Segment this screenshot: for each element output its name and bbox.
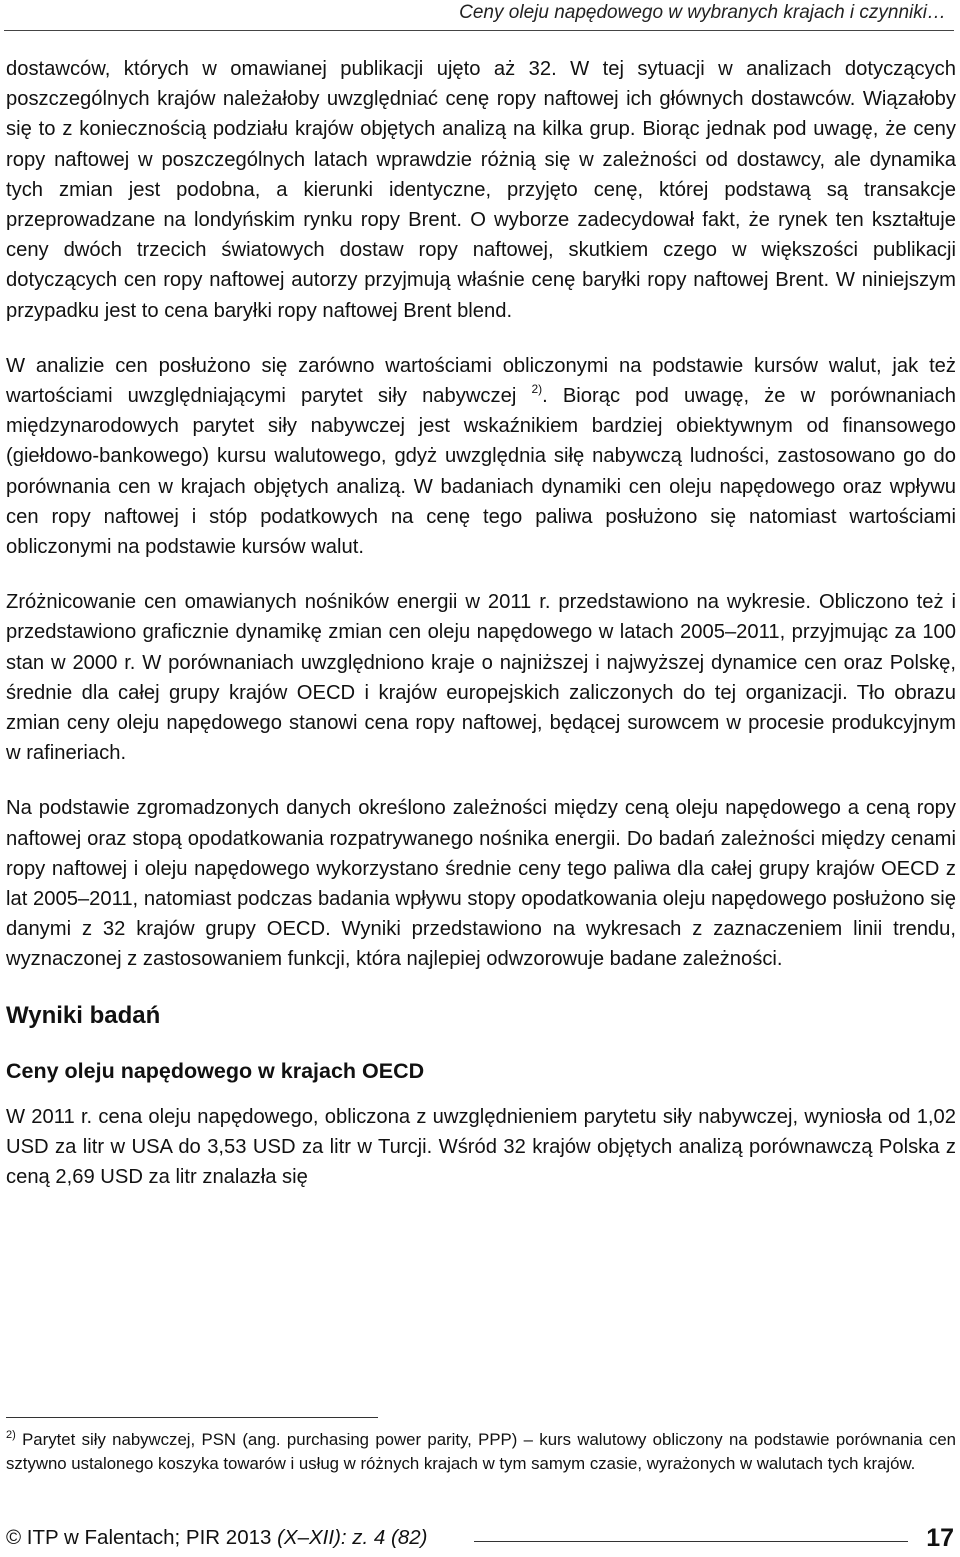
subsection-heading: Ceny oleju napędowego w krajach OECD: [6, 1058, 425, 1083]
paragraph-4: Na podstawie zgromadzonych danych określono zależności między ceną oleju napędowego a ceną ropy naftowej oraz stopą opodatkowania rozpatrywanego nośnika energii. Do badań zależności między cenami ropy naftowej i oleju napędowego wykorzystano średnie ceny tego paliwa dla całej grupy krajów OECD z lat 2005–2011, natomiast podczas badania wpływu stopy opodatkowania oleju napędowego posłużono się danymi z 32 krajów grupy OECD. Wyniki przedstawiono na wykresach z zaznaczeniem linii trendu, wyznaczonej z zastosowaniem funkcji, która najlepiej odwzorowuje badane zależności.: [6, 797, 956, 971]
footer-citation: [6, 1525, 428, 1551]
paragraph-2: [6, 351, 956, 562]
footer-publisher: © ITP w Falentach; PIR 2013: [6, 1526, 278, 1549]
paragraph-3: Zróżnicowanie cen omawianych nośników energii w 2011 r. przedstawiono na wykresie. Obliczono też i przedstawiono graficznie dynamikę zmian cen oleju napędowego w latach 2005–2011, przyjmując za 100 stan w 2000 r. W porównaniach uwzględniono kraje o najniższej i najwyższej dynamice cen oraz Polskę, średnie dla całej grupy krajów OECD i krajów europejskich zaliczonych do tej organizacji. Tło obrazu zmian ceny oleju napędowego stanowi cena ropy naftowej, będącej surowcem w procesie produkcyjnym w rafineriach.: [6, 591, 956, 765]
paragraph-1: dostawców, których w omawianej publikacji ujęto aż 32. W tej sytuacji w analizach dotyczących poszczególnych krajów należałoby uwzględniać cenę ropy naftowej ich głównych dostawców. Wiązałoby się to z koniecznością podziału krajów objętych analizą na kilka grup. Biorąc jednak pod uwagę, że ceny ropy naftowej w poszczególnych latach wprawdzie różnią się w zależności od dostawcy, ale dynamika tych zmian jest podobna, a kierunki identyczne, przyjęto cenę, której podstawą są transakcje przeprowadzane na londyńskim rynku ropy Brent. O wyborze zadecydował fakt, że rynek ten kształtuje ceny dwóch trzecich światowych dostaw ropy naftowej, skutkiem czego w większości publikacji dotyczących cen ropy naftowej autorzy przyjmują właśnie cenę baryłki ropy naftowej Brent. W niniejszym przypadku jest to cena baryłki ropy naftowej Brent blend.: [6, 58, 956, 322]
paragraph-5: W 2011 r. cena oleju napędowego, obliczona z uwzględnieniem parytetu siły nabywczej, wyniosła od 1,02 USD za litr w USA do 3,53 USD za litr w Turcji. Wśród 32 krajów objętych analizą porównawczą Polska z ceną 2,69 USD za litr znalazła się: [6, 1105, 956, 1189]
page-number: 17: [926, 1524, 954, 1552]
paragraph-2-text: W analizie cen posłużono się zarówno wartościami obliczonymi na podstawie kursów walut, jak też wartościami uwzględniającymi parytet siły nabywczej: [6, 354, 956, 408]
footer-divider: [474, 1541, 908, 1542]
footnote: [6, 1428, 956, 1476]
page-footer: [6, 1525, 954, 1557]
header-divider: [4, 30, 954, 31]
paragraph-2-continued: . Biorąc pod uwagę, że w porównaniach międzynarodowych parytet siły nabywczej jest wskaźnikiem bardziej obiektywnym od finansowego (giełdowo-bankowego) kursu walutowego, gdyż uwzględnia siłę nabywczą ludności, zastosowano go do porównania cen w krajach objętych analizą. W badaniach dynamiki cen oleju napędowego oraz wpływu cen ropy naftowej i stóp podatkowych na cenę tego paliwa posłużono się natomiast wartościami obliczonymi na podstawie kursów walut.: [6, 385, 956, 559]
footnote-reference[interactable]: 2): [531, 382, 543, 397]
main-content: [6, 54, 956, 1192]
section-heading: Wyniki badań: [6, 1001, 161, 1029]
footnote-divider: [6, 1417, 378, 1418]
footer-issue: (X–XII): z. 4 (82): [277, 1526, 428, 1549]
footnote-marker: 2): [6, 1429, 16, 1441]
footnote-text: Parytet siły nabywczej, PSN (ang. purchasing power parity, PPP) – kurs walutowy obliczony na podstawie porównania cen sztywno ustalonego koszyka towarów i usług w różnych krajach w tym samym czasie, wyrażonych w walutach tych krajów.: [6, 1430, 956, 1473]
running-header: Ceny oleju napędowego w wybranych krajach i czynniki…: [459, 2, 946, 23]
